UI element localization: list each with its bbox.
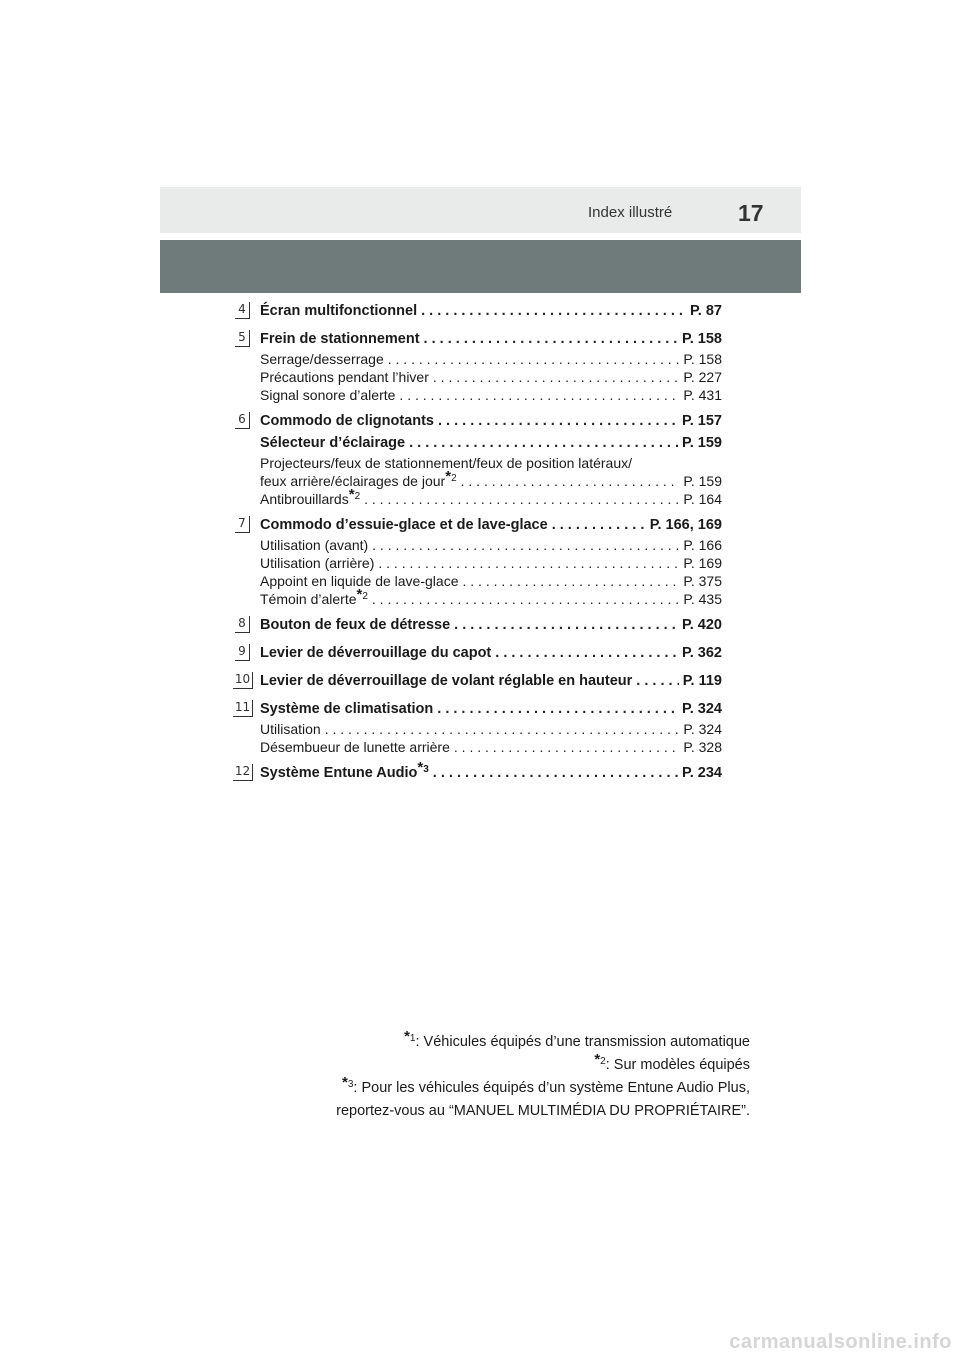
entry-subitem xyxy=(260,536,722,554)
dot-leader xyxy=(399,386,679,404)
entry-label-text: Antibrouillards xyxy=(260,491,349,507)
page-number: 17 xyxy=(738,200,764,226)
page-reference[interactable]: P. 324 xyxy=(681,701,722,717)
entry-subitem xyxy=(260,368,722,386)
entry-heading xyxy=(260,410,722,432)
footnotes xyxy=(336,1028,750,1124)
dot-leader xyxy=(636,670,678,692)
section-title: Index illustré xyxy=(588,204,673,221)
page-reference[interactable]: P. 159 xyxy=(683,473,722,489)
index-entry xyxy=(227,514,727,608)
page-reference[interactable]: P. 435 xyxy=(683,591,722,607)
entry-label xyxy=(260,536,368,554)
footnote xyxy=(336,1074,750,1098)
dot-leader xyxy=(437,698,678,720)
entry-heading xyxy=(260,514,722,536)
dot-leader xyxy=(409,432,678,454)
entry-label-text: Signal sonore d’alerte xyxy=(260,387,396,403)
dot-leader xyxy=(433,762,678,784)
entry-label-text: Utilisation (arrière) xyxy=(260,555,375,571)
footnote xyxy=(336,1101,750,1121)
entry-subitem xyxy=(260,586,722,608)
page-reference[interactable]: P. 87 xyxy=(690,303,722,319)
dot-leader xyxy=(388,350,680,368)
entry-label-text: Désembueur de lunette arrière xyxy=(260,739,450,755)
dot-leader xyxy=(454,738,679,756)
page-reference[interactable]: P. 375 xyxy=(683,573,722,589)
entry-label xyxy=(260,432,405,454)
footnote-marker: *1 xyxy=(404,1028,416,1045)
callout-number: 10 xyxy=(233,672,253,689)
page-reference[interactable]: P. 166 xyxy=(683,537,722,553)
entry-subitem xyxy=(260,386,722,404)
entry-label xyxy=(260,670,632,692)
entry-label-text: Serrage/desserrage xyxy=(260,351,384,367)
footnote-marker-number: 3 xyxy=(347,1079,354,1090)
dot-leader xyxy=(378,554,679,572)
page-reference[interactable]: P. 159 xyxy=(681,435,722,451)
entry-text: Projecteurs/feux de stationnement/feux de position latéraux/ xyxy=(260,455,632,471)
entry-label xyxy=(260,586,368,608)
entry-subitem xyxy=(260,350,722,368)
index-entry xyxy=(227,670,727,692)
callout-number: 8 xyxy=(235,616,250,633)
dot-leader xyxy=(372,536,679,554)
entry-label xyxy=(260,514,548,536)
entry-heading xyxy=(260,328,722,350)
entry-subitem xyxy=(260,720,722,738)
entry-subitem xyxy=(260,468,722,490)
dot-leader xyxy=(454,614,678,636)
page-reference[interactable]: P. 169 xyxy=(683,555,722,571)
index-entry xyxy=(227,614,727,636)
footnote-ref-number: 2 xyxy=(354,491,361,502)
page-reference[interactable]: P. 328 xyxy=(683,739,722,755)
callout-number: 5 xyxy=(235,330,250,347)
footnote-marker-number: 1 xyxy=(409,1033,416,1044)
page-reference[interactable]: P. 227 xyxy=(683,369,722,385)
footnote-text: : Pour les véhicules équipés d’un système Entune Audio Plus, xyxy=(353,1080,750,1096)
page-reference[interactable]: P. 431 xyxy=(683,387,722,403)
index-entry xyxy=(227,410,727,508)
footnote-marker-number: 2 xyxy=(600,1056,606,1067)
dot-leader xyxy=(421,300,686,322)
entry-label xyxy=(260,350,384,368)
footnote-text: : Véhicules équipés d’une transmission automatique xyxy=(415,1034,750,1050)
dot-leader xyxy=(552,514,646,536)
entry-label xyxy=(260,698,433,720)
entry-heading xyxy=(260,300,722,322)
entry-heading xyxy=(260,698,722,720)
entry-label xyxy=(260,720,321,738)
footnote-marker: *2 xyxy=(594,1051,606,1068)
entry-label xyxy=(260,328,420,350)
dot-leader xyxy=(495,642,678,664)
dot-leader xyxy=(461,472,680,490)
footnote-text: : Sur modèles équipés xyxy=(605,1057,750,1073)
footnote-ref-number: 2 xyxy=(362,591,368,602)
entry-label-text: Levier de déverrouillage de volant réglable en hauteur xyxy=(260,673,633,689)
footnote-ref: *3 xyxy=(417,759,429,776)
index-entry xyxy=(227,642,727,664)
page-reference[interactable]: P. 234 xyxy=(681,765,722,781)
callout-number: 11 xyxy=(233,700,253,717)
entry-label-text: Bouton de feux de détresse xyxy=(260,617,451,633)
entry-label xyxy=(260,486,361,508)
callout-number: 9 xyxy=(235,644,250,661)
entry-label xyxy=(260,738,450,756)
footnote xyxy=(336,1051,750,1075)
dot-leader xyxy=(462,572,679,590)
entry-label-text: Écran multifonctionnel xyxy=(260,303,418,319)
entry-label xyxy=(260,642,491,664)
callout-number: 6 xyxy=(235,412,250,429)
header-band xyxy=(160,187,801,233)
section-banner xyxy=(160,240,801,293)
entry-label xyxy=(260,759,429,784)
entry-label xyxy=(260,410,434,432)
index-entry xyxy=(227,698,727,756)
footnote-ref-number: 3 xyxy=(423,764,429,775)
entry-label xyxy=(260,614,450,636)
entry-subitem xyxy=(260,554,722,572)
footnote-ref: *2 xyxy=(356,586,368,603)
callout-number: 4 xyxy=(235,302,250,319)
dot-leader xyxy=(424,328,678,350)
entry-subitem xyxy=(260,572,722,590)
entry-label-text: Utilisation (avant) xyxy=(260,537,369,553)
footnote-ref: *2 xyxy=(348,486,361,503)
footnote-marker: *3 xyxy=(342,1074,354,1091)
entry-label-text: Levier de déverrouillage du capot xyxy=(260,645,492,661)
entry-label xyxy=(260,368,429,386)
page-reference[interactable]: P. 420 xyxy=(681,617,722,633)
entry-subitem xyxy=(260,486,722,508)
footnote-text: reportez-vous au “MANUEL MULTIMÉDIA DU PROPRIÉTAIRE”. xyxy=(336,1103,750,1119)
entry-heading xyxy=(260,642,722,664)
dot-leader xyxy=(433,368,679,386)
index-entry xyxy=(227,300,727,322)
dot-leader xyxy=(438,410,678,432)
callout-number: 7 xyxy=(235,516,250,533)
entry-label xyxy=(260,468,457,490)
entry-heading xyxy=(260,759,722,784)
watermark: carmanualsonline.info xyxy=(729,1331,952,1353)
page-reference[interactable]: P. 158 xyxy=(683,351,722,367)
dot-leader xyxy=(372,590,679,608)
page-reference[interactable]: P. 362 xyxy=(681,645,722,661)
entry-label-text: Frein de stationnement xyxy=(260,331,420,347)
entry-label-text: Appoint en liquide de lave-glace xyxy=(260,573,459,589)
dot-leader xyxy=(325,720,680,738)
page-reference[interactable]: P. 119 xyxy=(682,673,722,689)
entry-label xyxy=(260,386,395,404)
callout-number: 12 xyxy=(233,764,253,781)
entry-label-text: feux arrière/éclairages de jour xyxy=(260,473,446,489)
entry-subitem xyxy=(260,738,722,756)
entry-label-text: Utilisation xyxy=(260,721,321,737)
entry-label-text: Commodo de clignotants xyxy=(260,413,434,429)
entry-label xyxy=(260,554,374,572)
page-reference[interactable]: P. 158 xyxy=(681,331,722,347)
entry-heading xyxy=(260,614,722,636)
entry-label-text: Précautions pendant l’hiver xyxy=(260,369,429,385)
entry-label-text: Système Entune Audio xyxy=(260,765,418,781)
footnote-ref: *2 xyxy=(445,468,457,485)
page-reference[interactable]: P. 164 xyxy=(683,491,722,507)
entry-heading xyxy=(260,670,722,692)
index-entry xyxy=(227,328,727,404)
entry-label-text: Sélecteur d’éclairage xyxy=(260,435,406,451)
entry-label-text: Système de climatisation xyxy=(260,701,434,717)
entry-heading xyxy=(260,432,722,454)
index-entries xyxy=(227,300,727,790)
page-reference[interactable]: P. 157 xyxy=(681,413,722,429)
entry-label xyxy=(260,300,417,322)
footnote-ref-number: 2 xyxy=(451,473,457,484)
page-reference[interactable]: P. 324 xyxy=(683,721,722,737)
dot-leader xyxy=(364,490,679,508)
entry-label-text: Commodo d’essuie-glace et de lave-glace xyxy=(260,517,548,533)
entry-label-text: Témoin d’alerte xyxy=(260,591,357,607)
footnote xyxy=(336,1028,750,1052)
page-reference[interactable]: P. 166, 169 xyxy=(649,517,722,533)
index-entry xyxy=(227,759,727,784)
